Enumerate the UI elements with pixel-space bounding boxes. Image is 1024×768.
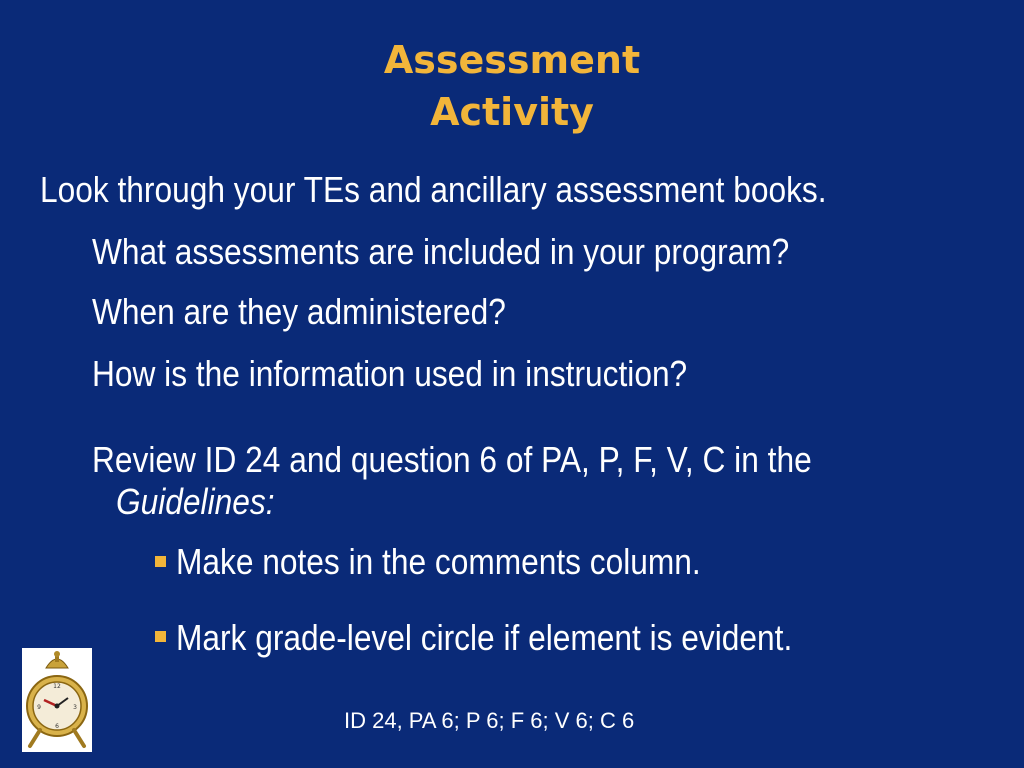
title-line-1: Assessment <box>383 38 641 82</box>
svg-text:3: 3 <box>73 704 77 711</box>
intro-text: Look through your TEs and ancillary assessment books. <box>40 169 827 210</box>
svg-text:9: 9 <box>37 704 41 711</box>
svg-text:12: 12 <box>53 683 61 690</box>
alarm-clock-graphic <box>22 648 92 752</box>
slide-title <box>0 34 1024 138</box>
question-3: How is the information used in instruction? <box>92 353 688 394</box>
question-2: When are they administered? <box>92 291 506 332</box>
review-text-line-2: Guidelines: <box>116 481 275 522</box>
footer-reference: ID 24, PA 6; P 6; F 6; V 6; C 6 <box>344 708 635 733</box>
bullet-marker <box>155 556 166 567</box>
question-1: What assessments are included in your program? <box>92 231 790 272</box>
alarm-clock-icon <box>22 648 92 752</box>
bullet-item-1: Make notes in the comments column. <box>176 541 701 582</box>
title-line-2: Activity <box>430 90 594 134</box>
bullet-item-2: Mark grade-level circle if element is evident. <box>176 617 793 658</box>
bullet-marker <box>155 631 166 642</box>
review-text-line-1: Review ID 24 and question 6 of PA, P, F, V, C in the <box>92 439 812 480</box>
svg-text:6: 6 <box>55 723 59 730</box>
